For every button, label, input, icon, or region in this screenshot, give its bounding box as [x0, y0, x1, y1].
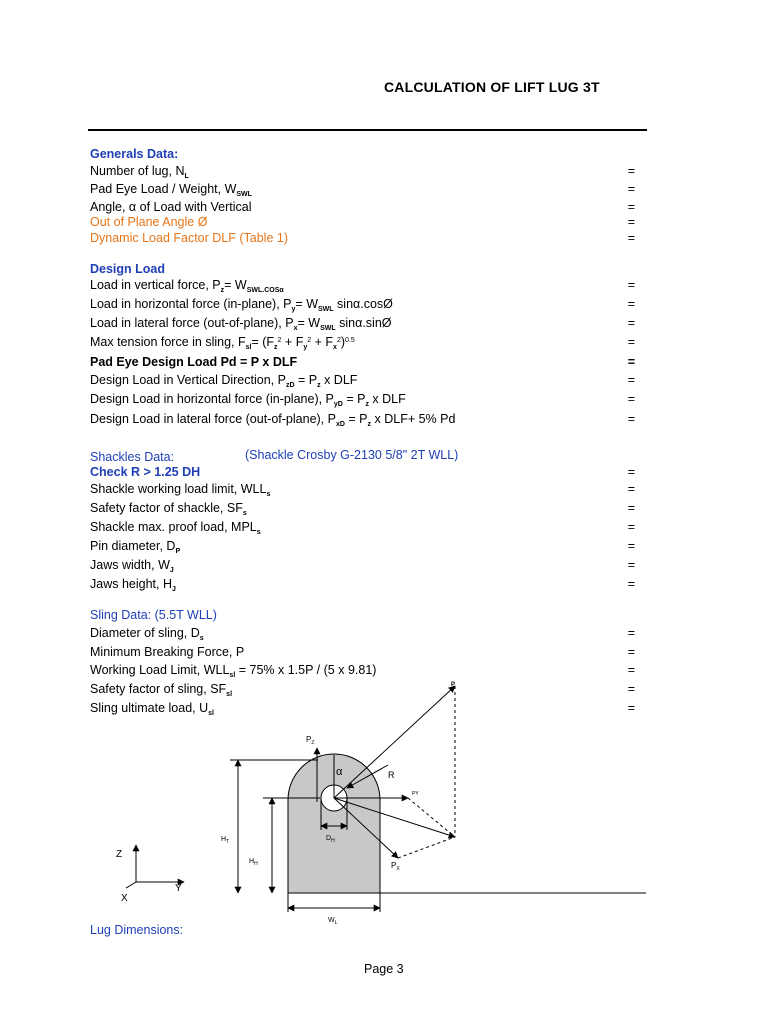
label-px: $P_X$	[391, 861, 400, 872]
sling-data-heading: Sling Data: (5.5T WLL)	[90, 608, 217, 622]
row-design-horizontal: Design Load in horizontal force (in-plane), $P_{yD} = P_z$ x DLF =	[90, 392, 635, 408]
row-sling-sf: Safety factor of sling, $SF_{sl}$ =	[90, 682, 635, 698]
row-design-vertical: Design Load in Vertical Direction, $P_{zD} = P_z$ x DLF =	[90, 373, 635, 389]
row-pin-diameter: Pin diameter, $D_P$ =	[90, 539, 635, 555]
p-load-arrow	[334, 686, 455, 798]
row-pad-eye-load: Pad Eye Load / Weight, $W_{SWL}$ =	[90, 182, 635, 198]
label-hh: $H_H$	[249, 858, 258, 867]
row-shackle-mpl: Shackle max. proof load, $MPL_s$ =	[90, 520, 635, 536]
row-out-of-plane-angle: Out of Plane Angle Ø =	[90, 215, 635, 229]
shackle-data-heading: Shackles Data:	[90, 450, 175, 464]
row-jaws-width: Jaws width, $W_J$ =	[90, 558, 635, 574]
label-axis-y: Y	[175, 883, 182, 894]
label-r: R	[388, 770, 395, 780]
label-dh: $D_H$	[326, 835, 335, 844]
row-max-tension-force: Max tension force in sling, $F_{sl}= (F_z^2 + F_y^2 + F_x^2)^{0.5}$ =	[90, 335, 635, 351]
projection-py	[408, 798, 455, 837]
row-sling-ultimate: Sling ultimate load, $U_{sl}$ =	[90, 701, 635, 717]
row-number-of-lug: Number of lug, $N_L$ =	[90, 164, 635, 180]
row-design-lateral: Design Load in lateral force (out-of-plane), $P_{xD} = P_z$ x DLF+ 5% Pd =	[90, 412, 635, 428]
row-shackle-sf: Safety factor of shackle, $SF_s$ =	[90, 501, 635, 517]
lug-dimensions-label: Lug Dimensions:	[90, 923, 184, 937]
label-axis-z: Z	[116, 849, 123, 860]
label-axis-x: X	[121, 893, 128, 904]
row-pad-eye-design-load: Pad Eye Design Load Pd = P x DLF =	[90, 355, 635, 369]
row-shackle-wll: Shackle working load limit, $WLL_s$ =	[90, 482, 635, 498]
document-title: CALCULATION OF LIFT LUG 3T	[384, 79, 600, 95]
row-dynamic-load-factor: Dynamic Load Factor DLF (Table 1) =	[90, 231, 635, 245]
row-horizontal-force: Load in horizontal force (in-plane), $P_y= W_{SWL}$ sinα.cosØ =	[90, 297, 635, 313]
label-pz: $P_Z$	[306, 735, 315, 746]
row-vertical-force: Load in vertical force, $P_z= W_{SWL.COS\alpha}$ =	[90, 278, 635, 294]
label-ht: $H_T$	[221, 836, 230, 845]
general-data-heading: Generals Data:	[90, 147, 179, 161]
row-angle-alpha: Angle, α of Load with Vertical =	[90, 200, 635, 214]
label-py: PY	[412, 791, 419, 797]
label-wl: $W_L$	[328, 917, 338, 926]
row-min-breaking-force: Minimum Breaking Force, P =	[90, 645, 635, 659]
row-jaws-height: Jaws height, $H_J$ =	[90, 577, 635, 593]
row-sling-diameter: Diameter of sling, $D_s$ =	[90, 626, 635, 642]
projection-px	[398, 837, 455, 858]
label-p: P	[451, 682, 456, 688]
design-load-heading: Design Load	[90, 262, 166, 276]
axis-x-line	[126, 882, 136, 888]
row-lateral-force: Load in lateral force (out-of-plane), $P_x= W_{SWL}$ sinα.sinØ =	[90, 316, 635, 332]
shackle-reference: (Shackle Crosby G-2130 5/8" 2T WLL)	[245, 448, 459, 462]
label-alpha: α	[336, 766, 343, 778]
page-number: Page 3	[364, 962, 404, 976]
row-check-r: Check R > 1.25 DH =	[90, 465, 635, 479]
row-working-load-limit: Working Load Limit, $WLL_{sl} = 75\%$ x 1.5P / (5 x 9.81) =	[90, 663, 635, 679]
